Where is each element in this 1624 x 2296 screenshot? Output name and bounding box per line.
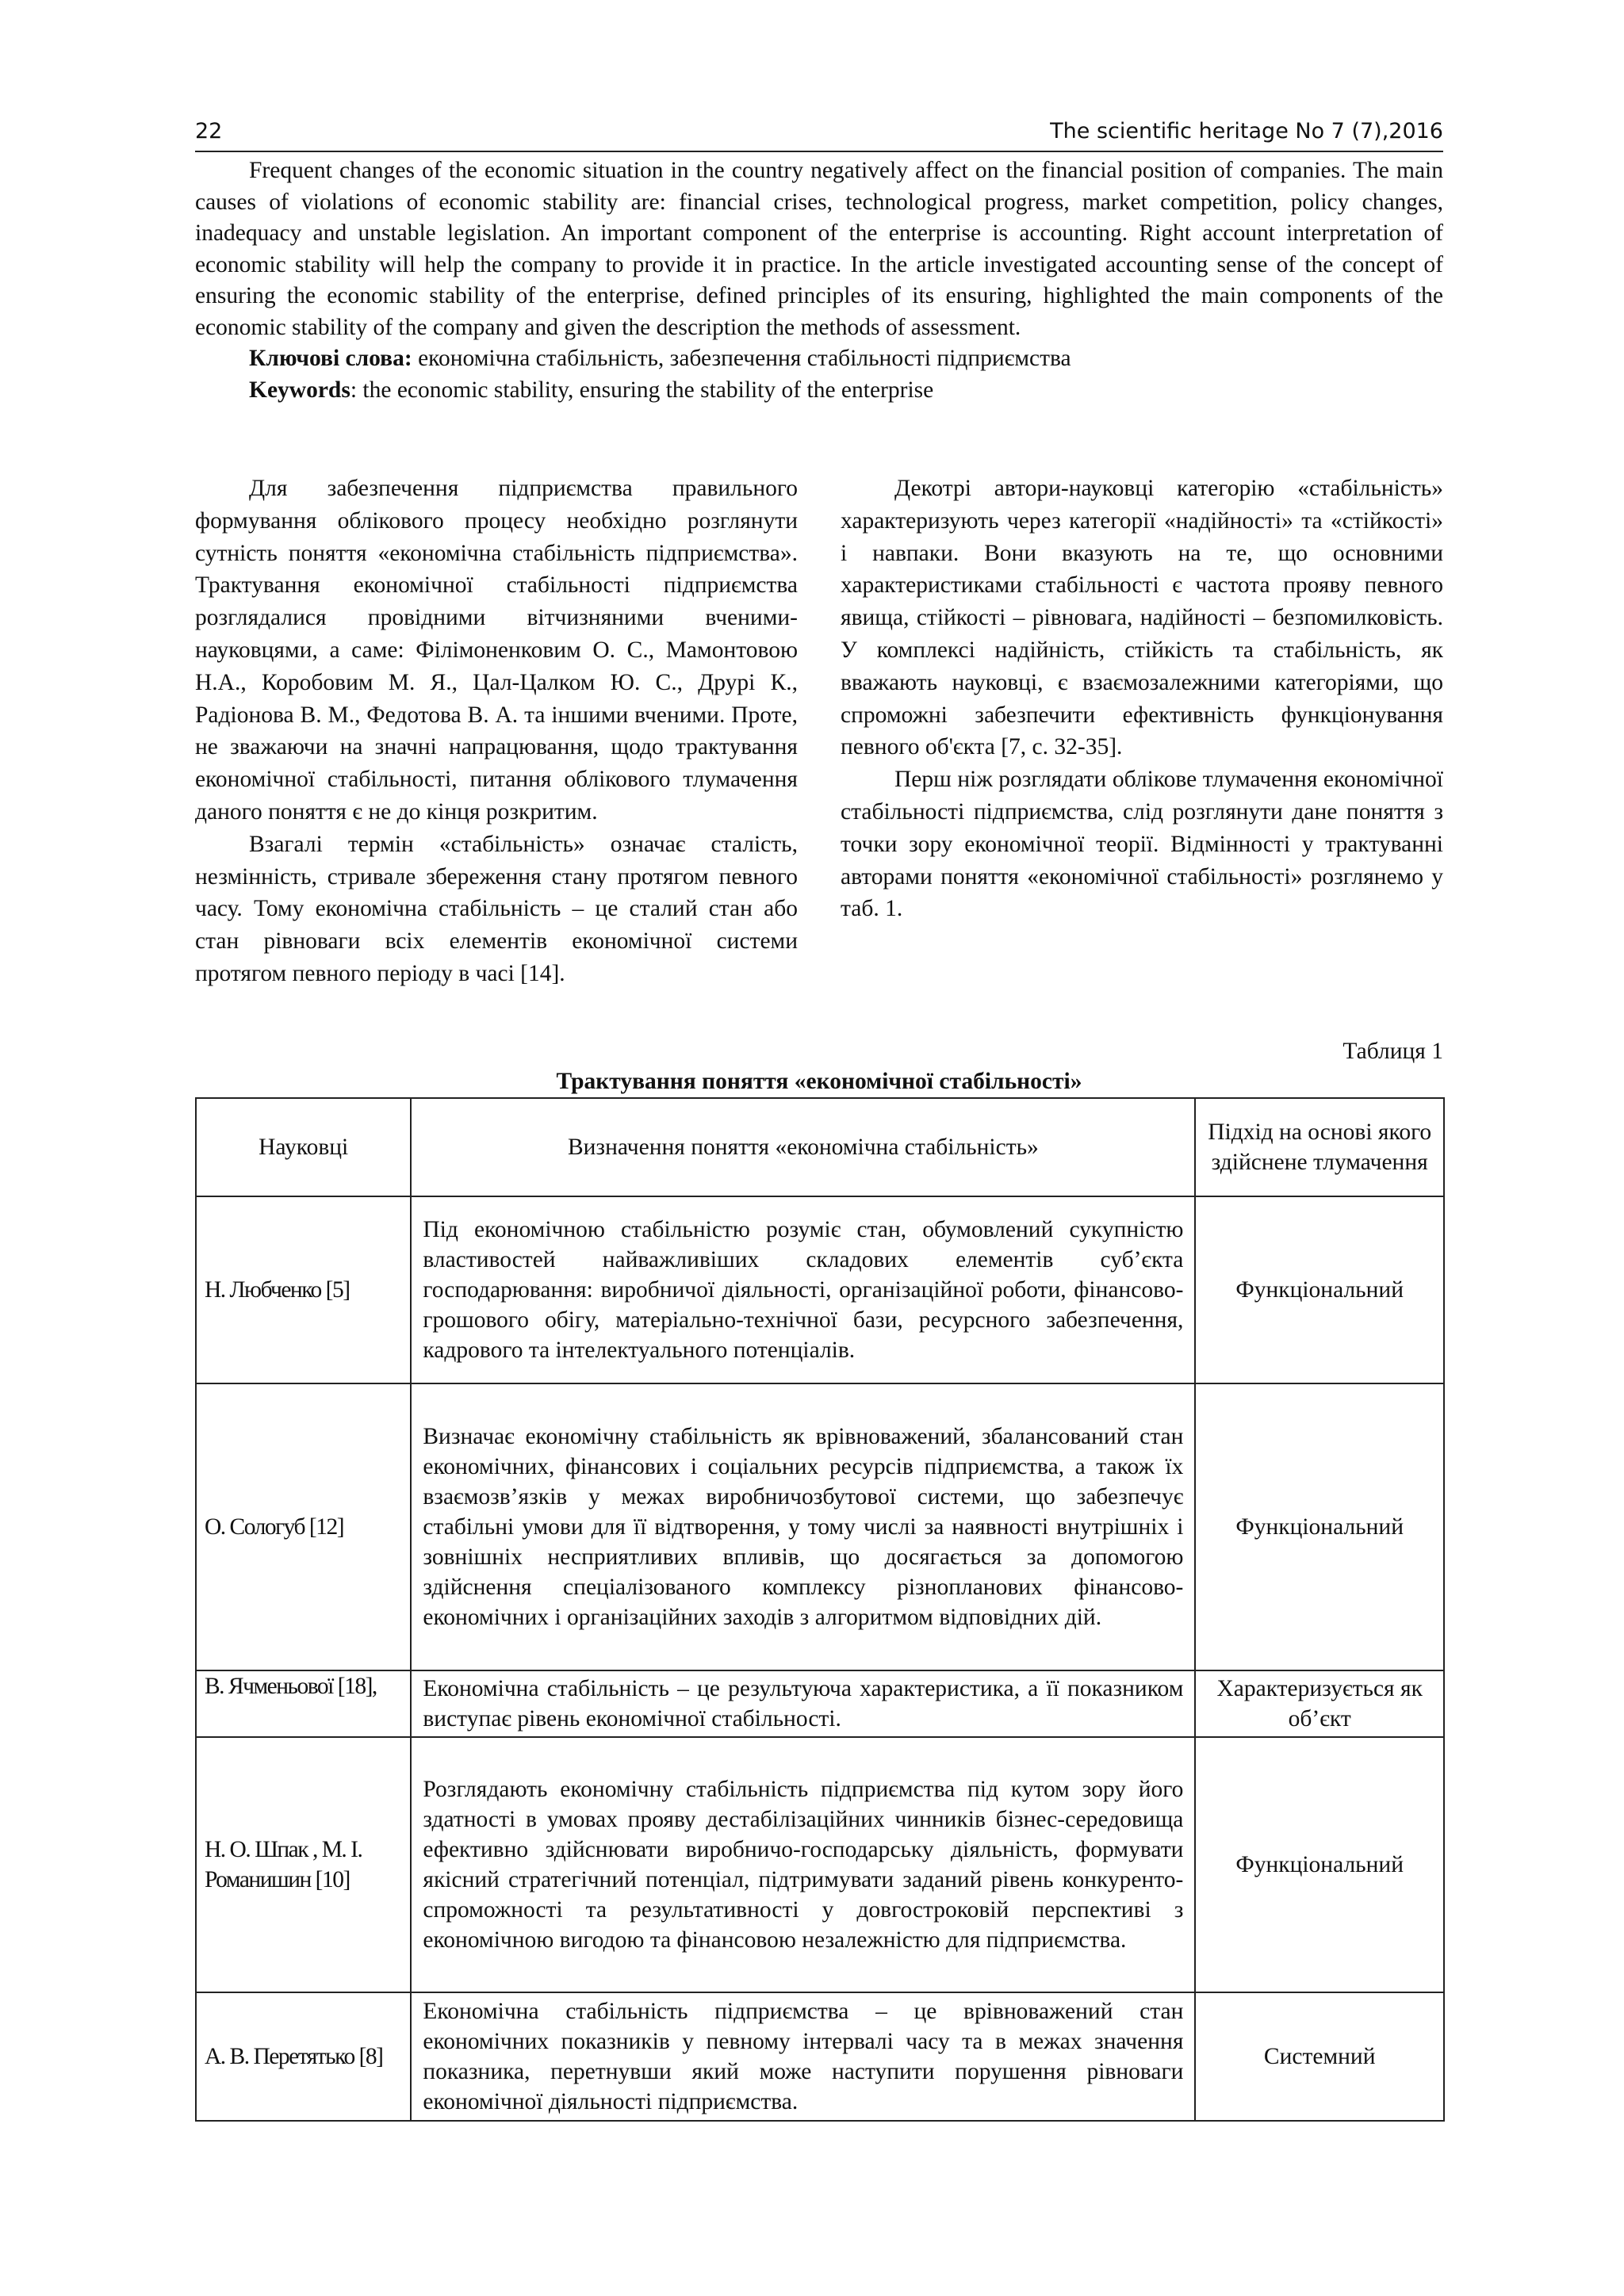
table-header-cell: Підхід на основі якого здійснене тлумачення (1195, 1098, 1444, 1196)
keywords-ua (195, 343, 1443, 375)
author-cell: В. Ячменьової [18], (196, 1670, 411, 1737)
approach-cell: Функціональний (1195, 1196, 1444, 1383)
body-paragraph: Для забезпечення підприємства правильного формування облікового процесу необхідно розглянути сутність поняття «економічна стабільність підприємства». Трактування економічної стабільності підприємства розглядалися провідними вітчизняними вченими-науковцями, а саме: Філімоненковим О. С., Мамонтовою Н.А., Коробовим М. Я., Цал-Цалком Ю. С., Друрі К., Радіонова В. М., Федотова В. А. та іншими вченими. Проте, не зважаючи на значні напрацювання, щодо трактування економічної стабільності, питання облікового тлумачення даного поняття є не до кінця розкритим. (195, 476, 798, 825)
approach-cell: Характеризується як об’єкт (1195, 1670, 1444, 1737)
abstract-text: Frequent changes of the economic situation in the country negatively affect on the financial position of companies. The main causes of violations of economic stability are: financial crises, technological progress, market competition, policy changes, inadequacy and unstable legislation. An important component of the enterprise is accounting. Right account interpretation of economic stability will help the company to provide it in practice. In the article investigated accounting sense of the concept of ensuring the economic stability of the enterprise, defined principles of its ensuring, highlighted the main components of the economic stability of the company and given the description the methods of assessment. (195, 158, 1443, 340)
keywords-en-label: Keywords (249, 377, 350, 403)
body-paragraph: Перш ніж розглядати облікове тлумачення економічної стабільності підприємства, слід розглянути дане поняття з точки зору економічної теорії. Відмінності у трактуванні авторами поняття «економічної стабільності» розглянемо у таб. 1. (841, 767, 1443, 922)
abstract (195, 155, 1443, 406)
definition-cell: Економічна стабільність підприємства – це врівноважений стан економічних показників у певному інтервалі часу та в межах значення показника, перетнувши який може наступити порушення рівноваги економічної діяльності підприємства. (411, 1992, 1195, 2121)
table-header-cell: Визначення поняття «економічна стабільність» (411, 1098, 1195, 1196)
table-row (196, 1383, 1444, 1670)
table-title: Трактування поняття «економічної стабільності» (556, 1069, 1082, 1094)
table-row (196, 1992, 1444, 2121)
table-row (196, 1737, 1444, 1992)
keywords-en (195, 375, 1443, 407)
approach-cell: Системний (1195, 1992, 1444, 2121)
approach-cell: Функціональний (1195, 1383, 1444, 1670)
table-header-row (196, 1098, 1444, 1196)
body-right-column (841, 473, 1443, 925)
keywords-ua-text: економічна стабільність, забезпечення стабільності підприємства (412, 346, 1071, 371)
keywords-en-text: : the economic stability, ensuring the stability of the enterprise (350, 377, 934, 403)
table-row (196, 1670, 1444, 1737)
body-paragraph: Декотрі автори-науковці категорію «стабільність» характеризують через категорії «надійності» та «стійкості» і навпаки. Вони вказують на те, що основними характеристиками стабільності є частота прояву певного явища, стійкості – рівновага, надійності – безпомилковість. У комплексі надійність, стійкість та стабільність, як вважають науковці, є взаємозалежними категоріями, що спроможні забезпечити ефективність функціонування певного об'єкта [7, с. 32-35]. (841, 476, 1443, 760)
table-row (196, 1196, 1444, 1383)
page-number: 22 (195, 119, 223, 144)
author-cell: Н. Любченко [5] (196, 1196, 411, 1383)
author-cell: О. Сологуб [12] (196, 1383, 411, 1670)
definition-cell: Розглядають економічну стабільність підприємства під кутом зору його здатності в умовах прояву дестабілізаційних чинників бізнес-середовища ефективно здійснювати виробничо-господарську діяльність, формувати якісний стратегічний потенціал, підтримувати заданий рівень конкуренто-спроможності та результативності у довгостроковій перспективі з економічною вигодою та фінансовою незалежністю для підприємства. (411, 1737, 1195, 1992)
author-cell: А. В. Перетятько [8] (196, 1992, 411, 2121)
table-number: Таблиця 1 (1342, 1039, 1443, 1064)
journal-title: The scientific heritage No 7 (7),2016 (1050, 119, 1443, 144)
approach-cell: Функціональний (1195, 1737, 1444, 1992)
definitions-table (195, 1097, 1445, 2122)
page-header (195, 116, 1443, 152)
author-cell: Н. О. Шпак , М. І. Романишин [10] (196, 1737, 411, 1992)
body-left-column (195, 473, 798, 990)
table-header-cell: Науковці (196, 1098, 411, 1196)
definition-cell: Визначає економічну стабільність як врівноважений, збалансований стан економічних, фінансових і соціальних ресурсів підприємства, а також їх взаємозв’язків у межах виробничозбутової системи, що забезпечує стабільні умови для її відтворення, у тому числі за наявності внутрішніх і зовнішніх несприятливих впливів, що досягається за допомогою здійснення спеціалізованого комплексу різнопланових фінансово-економічних і організаційних заходів з алгоритмом відповідних дій. (411, 1383, 1195, 1670)
definition-cell: Під економічною стабільністю розуміє стан, обумовлений сукупністю властивостей найважливіших складових елементів суб’єкта господарювання: виробничої діяльності, організаційної роботи, фінансово-грошового обігу, матеріально-технічної бази, ресурсного забезпечення, кадрового та інтелектуального потенціалів. (411, 1196, 1195, 1383)
keywords-ua-label: Ключові слова: (249, 346, 412, 371)
body-paragraph: Взагалі термін «стабільність» означає сталість, незмінність, стривале збереження стану протягом певного часу. Тому економічна стабільність – це сталий стан або стан рівноваги всіх елементів економічної системи протягом певного періоду в часі [14]. (195, 831, 798, 986)
definition-cell: Економічна стабільність – це результуюча характеристика, а її показником виступає рівень економічної стабільності. (411, 1670, 1195, 1737)
